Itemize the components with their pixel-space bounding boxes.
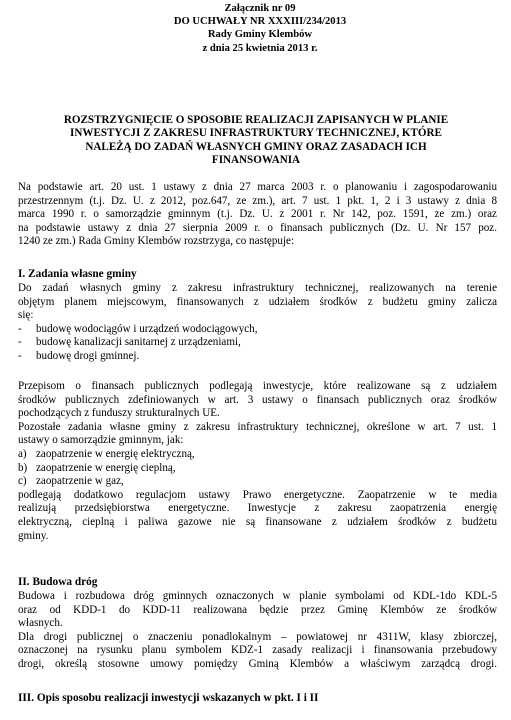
text-line: oraz od KDD-1 do KDD-11 realizowana będzie przez Gminę Klembów ze środków <box>18 603 497 616</box>
text-line: własnych. <box>18 617 63 630</box>
council-name: Rady Gminy Klembów <box>207 29 313 41</box>
list-item-text: zaopatrzenie w energię cieplną, <box>36 461 176 474</box>
list-item <box>18 323 497 337</box>
text-line: oznaczonej na rysunku planu symbolem KDZ-1 zasady realizacji i finansowania przebudowy <box>18 644 497 657</box>
bullet-marker: - <box>18 322 22 335</box>
title-line: FINANSOWANIA <box>211 153 301 166</box>
resolution-date: z dnia 25 kwietnia 2013 r. <box>202 42 318 54</box>
text-line: objętym planem miejscowym, finansowanych z udziałem środków z budżetu gminy zalicza <box>18 295 497 308</box>
text-line: ustawy o samorządzie gminnym, jak: <box>18 434 184 447</box>
bullet-marker: - <box>18 349 22 362</box>
text-line: Przepisom o finansach publicznych podlegają inwestycje, które realizowane są z udziałem <box>18 380 497 392</box>
text-line: się: <box>18 309 34 322</box>
list-item <box>18 448 497 462</box>
section-1-heading: I. Zadania własne gminy <box>18 268 137 280</box>
item-label: a) <box>18 447 27 460</box>
text-line: 1240 ze zm.) Rada Gminy Klembów rozstrzyga, co następuje: <box>18 235 295 248</box>
list-item <box>18 462 497 476</box>
title-line: INWESTYCJI Z ZAKRESU INFRASTRUKTURY TECHNICZNEJ, KTÓRE <box>70 127 442 140</box>
text-line: realizują przedsiębiorstwa energetyczne. Inwestycje z zakresu zaopatrzenia energię <box>18 502 497 515</box>
text-line: pochodzących z funduszy strukturalnych UE. <box>18 407 220 420</box>
item-label: c) <box>18 475 27 488</box>
public-finance-paragraph <box>18 380 497 543</box>
text-line: środków publicznych zdefiniowanych w art. 3 ustawy o finansach publicznych oraz środków <box>18 393 497 406</box>
list-item <box>18 350 497 364</box>
section-2-heading: II. Budowa dróg <box>18 576 98 588</box>
text-line: Dla drogi publicznej o znaczeniu ponadlokalnym – powiatowej nr 4311W, klasy zbiorczej, <box>18 630 497 643</box>
text-line: gminy. <box>18 529 49 542</box>
section-3-heading: III. Opis sposobu realizacji inwestycji wskazanych w pkt. I i II <box>18 692 319 704</box>
text-line: drogi, określą stosowne umowy pomiędzy Gminą Klembów a właściwym zarządcą drogi. <box>18 657 497 670</box>
list-item-text: zaopatrzenie w gaz, <box>36 475 124 488</box>
text-line: przestrzennym (t.j. Dz. U. z 2012, poz.647, ze zm.), art. 7 ust. 1 pkt. 1, 2 i 3 ustawy z dnia 8 <box>18 194 497 207</box>
attachment-number: Załącznik nr 09 <box>224 3 296 14</box>
text-line: Pozostałe zadania własne gminy z zakresu infrastruktury technicznej, określone w art. 7 ust. 1 <box>18 420 497 433</box>
title-line: NALEŻĄ DO ZADAŃ WŁASNYCH GMINY ORAZ ZASADACH ICH <box>85 140 427 153</box>
list-item-text: budowę kanalizacji sanitarnej z urządzeniami, <box>36 336 241 349</box>
attachment-header <box>150 2 370 55</box>
item-label: b) <box>18 461 28 474</box>
intro-paragraph <box>18 181 497 249</box>
section-1-paragraph <box>18 282 497 364</box>
text-line: podlegają dodatkowo regulacjom ustawy Prawo energetyczne. Zaopatrzenie w te media <box>18 488 497 501</box>
text-line: marca 1990 r. o samorządzie gminnym (t.j. Dz. U. z 2001 r. Nr 142, poz. 1591, ze zm.) oraz <box>18 208 497 221</box>
list-item <box>18 336 497 350</box>
text-line: Budowa i rozbudowa dróg gminnych oznaczonych w planie symbolami od KDL-1do KDL-5 <box>18 590 497 602</box>
document-title <box>18 114 494 167</box>
list-item-text: zaopatrzenie w energię elektryczną, <box>36 447 195 460</box>
section-2-paragraph <box>18 590 497 672</box>
bullet-marker: - <box>18 336 22 349</box>
resolution-number: DO UCHWAŁY NR XXXIII/234/2013 <box>173 16 347 28</box>
text-line: Na podstawie art. 20 ust. 1 ustawy z dnia 27 marca 2003 r. o planowaniu i zagospodarowaniu <box>18 181 497 193</box>
text-line: Do zadań własnych gminy z zakresu infrastruktury technicznej, realizowanych na terenie <box>18 282 497 294</box>
text-line: na podstawie ustawy z dnia 27 sierpnia 2009 r. o finansach publicznych (Dz. U. Nr 157 poz. <box>18 221 497 234</box>
title-line: ROZSTRZYGNIĘCIE O SPOSOBIE REALIZACJI ZAPISANYCH W PLANIE <box>63 114 449 126</box>
list-item-text: budowę wodociągów i urządzeń wodociągowych, <box>36 322 258 335</box>
text-line: elektryczną, cieplną i paliwa gazowe nie są finansowane z udziałem środków z budżetu <box>18 515 497 528</box>
list-item-text: budowę drogi gminnej. <box>36 349 140 362</box>
list-item <box>18 475 497 489</box>
